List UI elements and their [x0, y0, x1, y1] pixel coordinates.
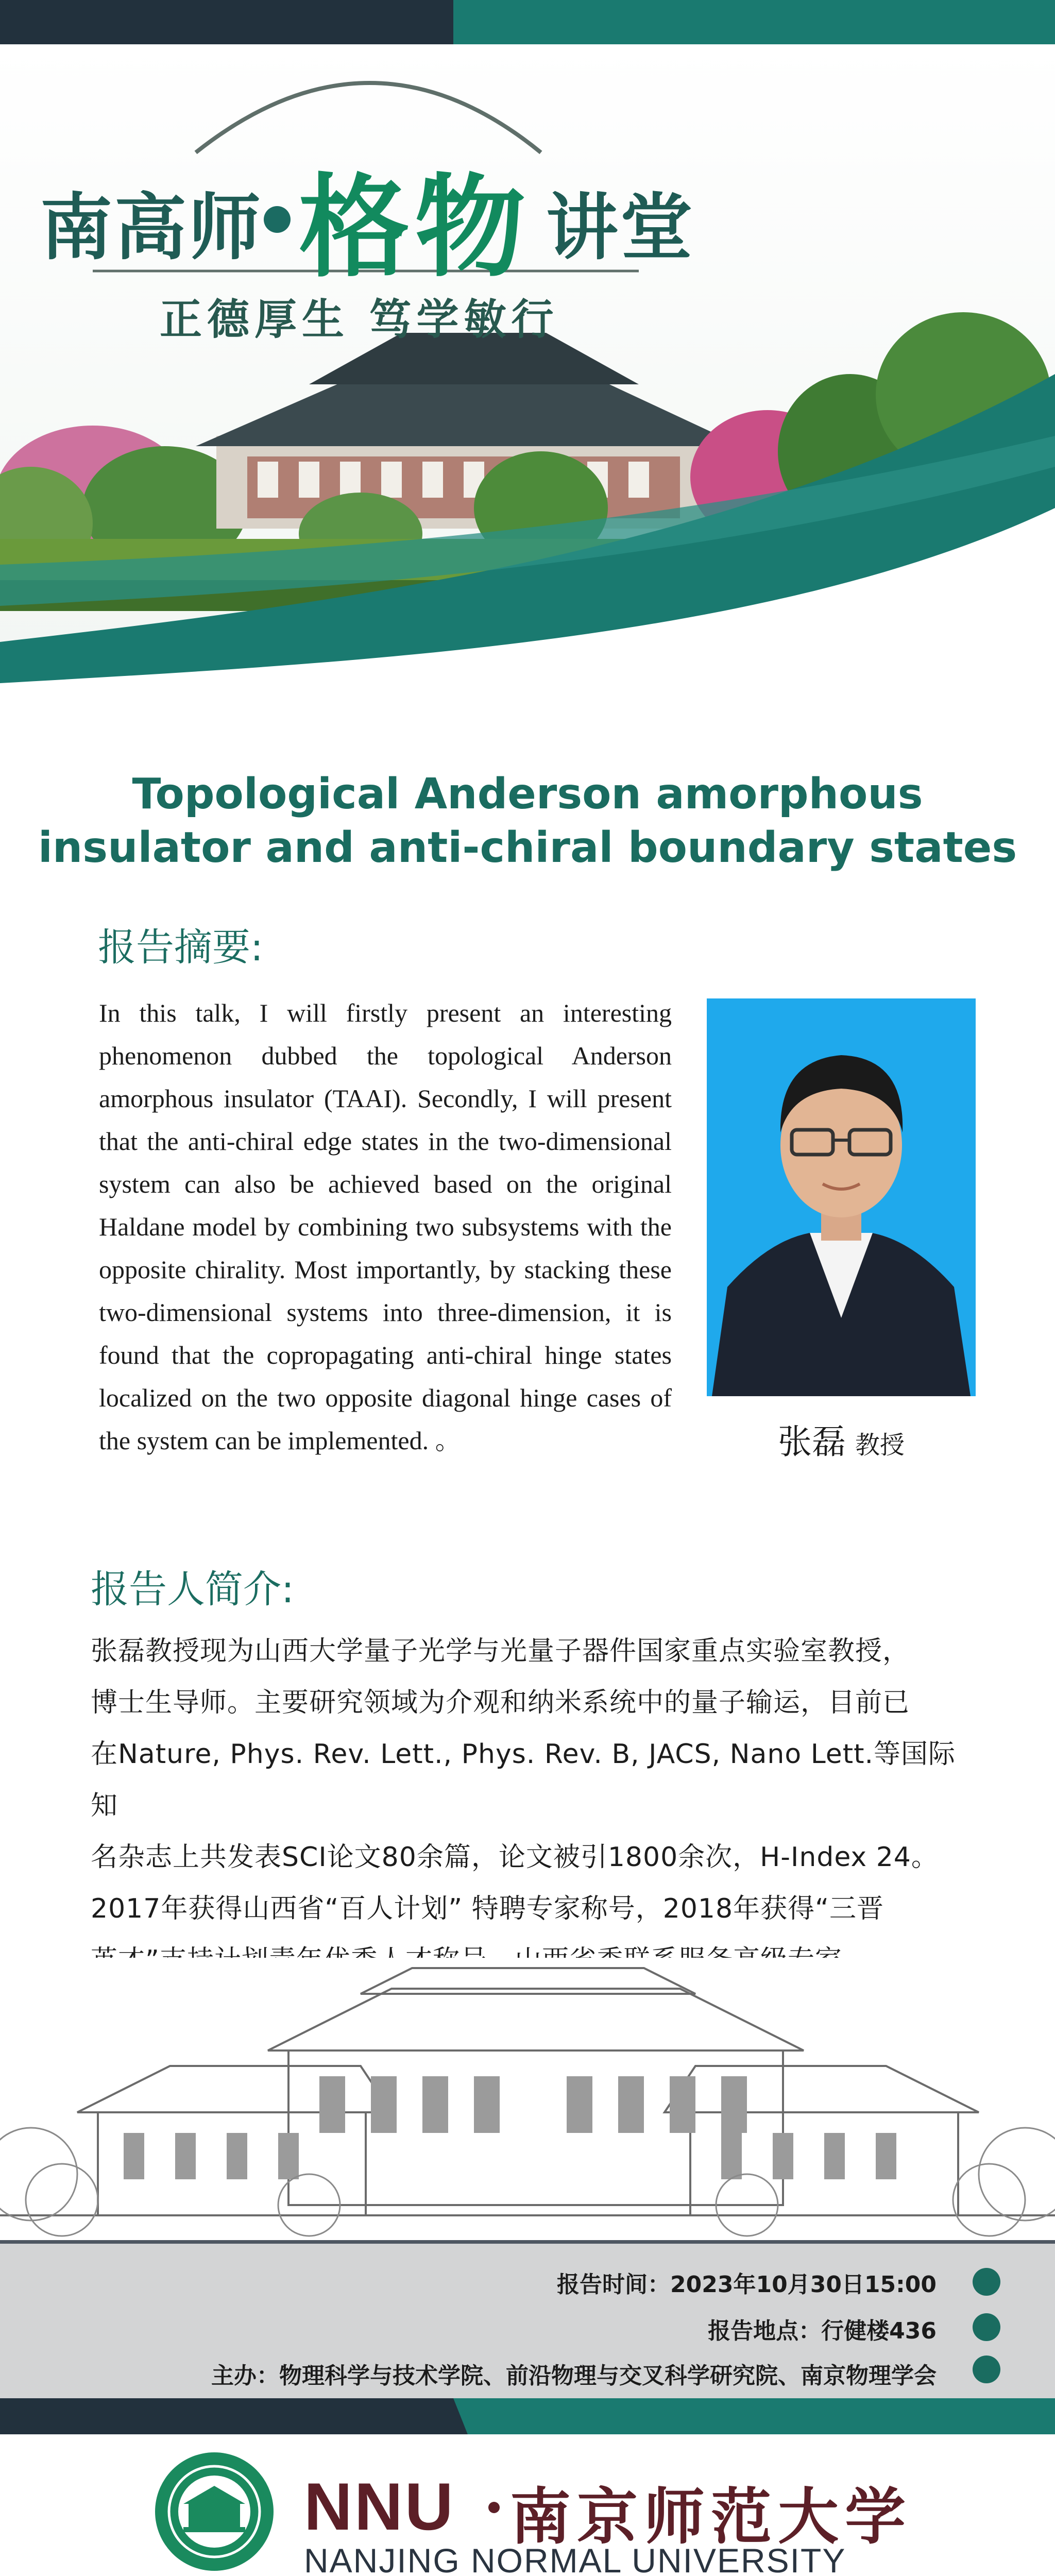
bullet-dot-icon	[973, 2268, 1000, 2296]
event-host: 主办：物理科学与技术学院、前沿物理与交叉科学研究院、南京物理学会	[211, 2363, 937, 2389]
speaker-photo	[707, 998, 976, 1396]
university-motto: 正德厚生 笃学敏行	[160, 295, 559, 344]
series-title-dot	[264, 206, 291, 233]
talk-title	[0, 768, 1055, 875]
speaker-portrait-icon	[707, 998, 976, 1396]
speaker-title: 教授	[855, 1431, 905, 1460]
abstract-heading: 报告摘要:	[98, 925, 263, 970]
bio-text	[91, 1625, 975, 1986]
series-title-part2: 格物	[299, 162, 531, 292]
series-title-part1: 南高师	[40, 186, 263, 270]
bio-line: 名杂志上共发表SCI论文80余篇，论文被引1800余次，H-Index 24。	[91, 1842, 939, 1873]
bio-heading: 报告人简介:	[91, 1567, 294, 1612]
bio-line: 在Nature, Phys. Rev. Lett., Phys. Rev. B, JACS, Nano Lett.等国际知	[91, 1739, 956, 1821]
bullet-dot-icon	[973, 2313, 1000, 2341]
footer-dot	[488, 2502, 500, 2513]
speaker-name: 张磊	[777, 1422, 846, 1462]
top-bar-accent	[453, 0, 1055, 44]
university-seal-icon	[152, 2450, 276, 2573]
bullet-dot-icon	[973, 2355, 1000, 2383]
footer-university-abbr: NNU	[304, 2469, 455, 2544]
footer-university-name-cn: 南京师范大学	[510, 2481, 912, 2552]
talk-title-line1: Topological Anderson amorphous	[132, 770, 923, 819]
event-location: 报告地点：行健楼436	[708, 2318, 937, 2344]
series-title-part3: 讲堂	[546, 186, 695, 270]
footer-university-name-en: NANJING NORMAL UNIVERSITY	[304, 2541, 846, 2576]
bio-line: 2017年获得山西省“百人计划” 特聘专家称号，2018年获得“三晋	[91, 1893, 884, 1924]
abstract-text: In this talk, I will firstly present an interesting phenomenon dubbed the topological Anderson amorphous insulator (TAAI). Secondly, I will present that the anti-chiral edge states in the two-dimensional system can also be achieved based on the original Haldane model by combining two subsystems with the opposite chirality. Most importantly, by stacking these two-dimensional systems into three-dimension, it is found that the copropagating anti-chiral hinge states localized on the two opposite diagonal hinge cases of the system can be implemented. 。	[99, 998, 672, 1455]
campus-sketch-illustration	[0, 1958, 1055, 2246]
talk-title-line2: insulator and anti-chiral boundary states	[38, 823, 1017, 872]
event-time: 报告时间：2023年10月30日15:00	[557, 2272, 937, 2298]
speaker-name-caption	[707, 1414, 976, 1463]
bio-line: 博士生导师。主要研究领域为介观和纳米系统中的量子输运，目前已	[91, 1687, 910, 1718]
bio-line: 张磊教授现为山西大学量子光学与光量子器件国家重点实验室教授，	[91, 1636, 910, 1667]
